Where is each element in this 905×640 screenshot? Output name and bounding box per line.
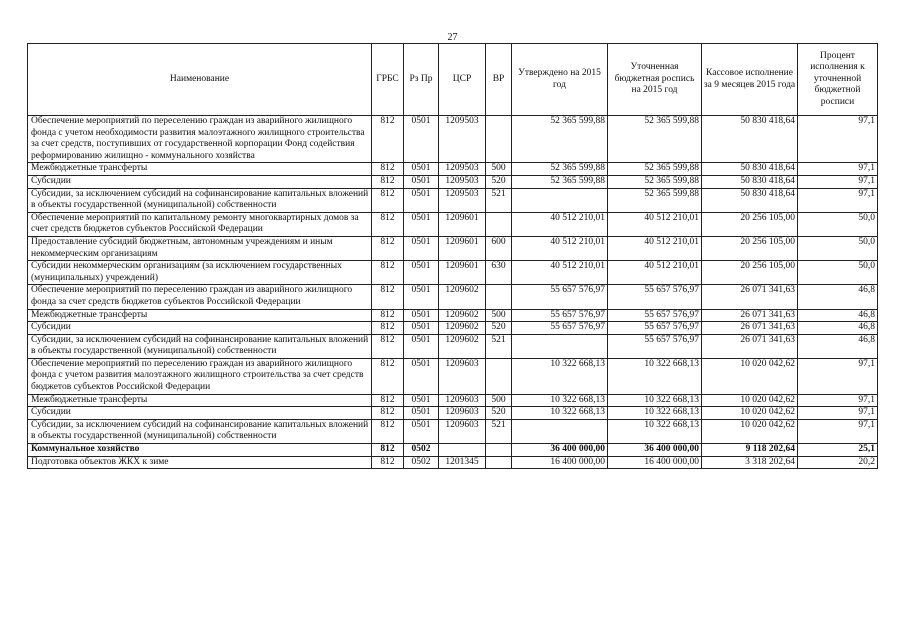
cell-approved: 55 657 576,97: [512, 322, 608, 335]
cell-grbs: 812: [372, 175, 404, 188]
cell-rzpr: 0501: [404, 188, 439, 212]
table-row: [28, 456, 878, 469]
cell-vr: [486, 358, 512, 394]
cell-approved: 36 400 000,00: [512, 444, 608, 457]
cell-refined: 55 657 576,97: [608, 285, 702, 309]
cell-vr: 500: [486, 309, 512, 322]
cell-grbs: 812: [372, 212, 404, 236]
cell-csr: 1201345: [439, 456, 486, 469]
cell-rzpr: 0501: [404, 419, 439, 443]
cell-percent: 97,1: [798, 163, 878, 176]
cell-vr: [486, 116, 512, 163]
cell-rzpr: 0501: [404, 358, 439, 394]
cell-refined: 52 365 599,88: [608, 116, 702, 163]
cell-name: Межбюджетные трансферты: [28, 309, 372, 322]
cell-csr: 1209503: [439, 188, 486, 212]
cell-refined: 55 657 576,97: [608, 334, 702, 358]
cell-cash: 26 071 341,63: [702, 334, 798, 358]
table-row: [28, 419, 878, 443]
cell-cash: 9 118 202,64: [702, 444, 798, 457]
cell-name: Субсидии, за исключением субсидий на софинансирование капитальных вложений в объекты государственной (муниципальной) собственности: [28, 419, 372, 443]
cell-approved: 10 322 668,13: [512, 358, 608, 394]
cell-refined: 10 322 668,13: [608, 407, 702, 420]
table-row: [28, 261, 878, 285]
cell-grbs: 812: [372, 285, 404, 309]
cell-csr: 1209603: [439, 407, 486, 420]
cell-grbs: 812: [372, 116, 404, 163]
cell-percent: 25,1: [798, 444, 878, 457]
cell-name: Обеспечение мероприятий по переселению граждан из аварийного жилищного фонда с учетом развития малоэтажного жилищного строительства за счет средств бюджетов субъектов Российской Федерации: [28, 358, 372, 394]
cell-cash: 3 318 202,64: [702, 456, 798, 469]
cell-approved: 10 322 668,13: [512, 407, 608, 420]
cell-rzpr: 0502: [404, 444, 439, 457]
cell-grbs: 812: [372, 444, 404, 457]
cell-vr: 520: [486, 175, 512, 188]
cell-approved: 10 322 668,13: [512, 394, 608, 407]
cell-approved: 52 365 599,88: [512, 163, 608, 176]
table-row: [28, 407, 878, 420]
cell-rzpr: 0501: [404, 334, 439, 358]
page-number: 27: [447, 32, 458, 43]
cell-vr: 600: [486, 236, 512, 260]
cell-vr: [486, 444, 512, 457]
cell-name: Субсидии: [28, 175, 372, 188]
cell-grbs: 812: [372, 309, 404, 322]
cell-refined: 52 365 599,88: [608, 163, 702, 176]
table-row: [28, 358, 878, 394]
cell-refined: 10 322 668,13: [608, 394, 702, 407]
cell-percent: 50,0: [798, 212, 878, 236]
cell-rzpr: 0502: [404, 456, 439, 469]
cell-percent: 46,8: [798, 309, 878, 322]
cell-rzpr: 0501: [404, 407, 439, 420]
cell-vr: [486, 285, 512, 309]
cell-cash: 50 830 418,64: [702, 188, 798, 212]
cell-csr: 1209503: [439, 175, 486, 188]
column-header-rzpr: Рз Пр: [404, 44, 439, 116]
cell-cash: 20 256 105,00: [702, 236, 798, 260]
cell-percent: 97,1: [798, 116, 878, 163]
cell-percent: 46,8: [798, 322, 878, 335]
table-row: [28, 334, 878, 358]
cell-approved: [512, 419, 608, 443]
cell-grbs: 812: [372, 358, 404, 394]
column-header-name: Наименование: [28, 44, 372, 116]
cell-refined: 10 322 668,13: [608, 419, 702, 443]
cell-rzpr: 0501: [404, 175, 439, 188]
table-row: [28, 212, 878, 236]
cell-csr: 1209601: [439, 236, 486, 260]
cell-percent: 46,8: [798, 285, 878, 309]
cell-percent: 50,0: [798, 261, 878, 285]
cell-name: Субсидии: [28, 407, 372, 420]
cell-csr: 1209602: [439, 285, 486, 309]
cell-grbs: 812: [372, 163, 404, 176]
cell-approved: 40 512 210,01: [512, 261, 608, 285]
cell-vr: 500: [486, 163, 512, 176]
cell-name: Коммунальное хозяйство: [28, 444, 372, 457]
column-header-grbs: ГРБС: [372, 44, 404, 116]
cell-approved: 40 512 210,01: [512, 212, 608, 236]
cell-refined: 10 322 668,13: [608, 358, 702, 394]
column-header-refined: Уточненная бюджетная роспись на 2015 год: [608, 44, 702, 116]
cell-refined: 16 400 000,00: [608, 456, 702, 469]
cell-vr: [486, 212, 512, 236]
cell-name: Субсидии: [28, 322, 372, 335]
cell-name: Обеспечение мероприятий по переселению граждан из аварийного жилищного фонда с учетом необходимости развития малоэтажного жилищного строительства за счет средств, поступивших от государственной корпорации Фонд содействия реформированию жилищно - коммунального хозяйства: [28, 116, 372, 163]
cell-grbs: 812: [372, 236, 404, 260]
cell-percent: 20,2: [798, 456, 878, 469]
cell-rzpr: 0501: [404, 394, 439, 407]
cell-cash: 50 830 418,64: [702, 163, 798, 176]
cell-csr: 1209603: [439, 394, 486, 407]
cell-percent: 97,1: [798, 175, 878, 188]
cell-name: Подготовка объектов ЖКХ к зиме: [28, 456, 372, 469]
cell-approved: [512, 334, 608, 358]
cell-cash: 26 071 341,63: [702, 322, 798, 335]
cell-percent: 97,1: [798, 188, 878, 212]
cell-rzpr: 0501: [404, 236, 439, 260]
cell-vr: [486, 456, 512, 469]
cell-grbs: 812: [372, 394, 404, 407]
table-header-row: [28, 44, 878, 116]
cell-grbs: 812: [372, 334, 404, 358]
table-row: [28, 236, 878, 260]
table-row: [28, 394, 878, 407]
column-header-percent: Процент исполнения к уточненной бюджетной росписи: [798, 44, 878, 116]
cell-refined: 40 512 210,01: [608, 212, 702, 236]
cell-rzpr: 0501: [404, 116, 439, 163]
column-header-approved: Утверждено на 2015 год: [512, 44, 608, 116]
cell-csr: 1209601: [439, 261, 486, 285]
cell-name: Межбюджетные трансферты: [28, 163, 372, 176]
cell-approved: [512, 188, 608, 212]
cell-name: Субсидии некоммерческим организациям (за исключением государственных (муниципальных) учреждений): [28, 261, 372, 285]
cell-csr: 1209503: [439, 163, 486, 176]
cell-grbs: 812: [372, 419, 404, 443]
cell-refined: 40 512 210,01: [608, 236, 702, 260]
cell-vr: 521: [486, 334, 512, 358]
cell-approved: 16 400 000,00: [512, 456, 608, 469]
cell-approved: 55 657 576,97: [512, 285, 608, 309]
cell-cash: 10 020 042,62: [702, 358, 798, 394]
cell-name: Субсидии, за исключением субсидий на софинансирование капитальных вложений в объекты государственной (муниципальной) собственности: [28, 188, 372, 212]
column-header-cash: Кассовое исполнение за 9 месяцев 2015 года: [702, 44, 798, 116]
cell-grbs: 812: [372, 456, 404, 469]
cell-vr: 630: [486, 261, 512, 285]
cell-name: Предоставление субсидий бюджетным, автономным учреждениям и иным некоммерческим организациям: [28, 236, 372, 260]
table-row: [28, 116, 878, 163]
cell-cash: 50 830 418,64: [702, 116, 798, 163]
cell-csr: 1209602: [439, 309, 486, 322]
cell-grbs: 812: [372, 322, 404, 335]
cell-vr: 521: [486, 419, 512, 443]
table-row: [28, 444, 878, 457]
cell-cash: 26 071 341,63: [702, 309, 798, 322]
cell-cash: 20 256 105,00: [702, 212, 798, 236]
cell-percent: 97,1: [798, 407, 878, 420]
cell-approved: 52 365 599,88: [512, 116, 608, 163]
cell-percent: 97,1: [798, 419, 878, 443]
cell-refined: 55 657 576,97: [608, 322, 702, 335]
cell-name: Обеспечение мероприятий по переселению граждан из аварийного жилищного фонда за счет средств бюджетов субъектов Российской Федерации: [28, 285, 372, 309]
cell-vr: 520: [486, 407, 512, 420]
cell-grbs: 812: [372, 188, 404, 212]
cell-cash: 10 020 042,62: [702, 394, 798, 407]
cell-refined: 55 657 576,97: [608, 309, 702, 322]
cell-refined: 52 365 599,88: [608, 175, 702, 188]
cell-name: Обеспечение мероприятий по капитальному ремонту многоквартирных домов за счет средств бюджетов субъектов Российской Федерации: [28, 212, 372, 236]
cell-csr: 1209601: [439, 212, 486, 236]
cell-refined: 40 512 210,01: [608, 261, 702, 285]
table-row: [28, 163, 878, 176]
cell-rzpr: 0501: [404, 163, 439, 176]
cell-csr: 1209603: [439, 358, 486, 394]
cell-name: Субсидии, за исключением субсидий на софинансирование капитальных вложений в объекты государственной (муниципальной) собственности: [28, 334, 372, 358]
table-row: [28, 175, 878, 188]
cell-csr: 1209603: [439, 419, 486, 443]
table-row: [28, 309, 878, 322]
cell-percent: 97,1: [798, 358, 878, 394]
cell-rzpr: 0501: [404, 285, 439, 309]
cell-csr: [439, 444, 486, 457]
cell-cash: 50 830 418,64: [702, 175, 798, 188]
cell-cash: 20 256 105,00: [702, 261, 798, 285]
cell-csr: 1209503: [439, 116, 486, 163]
cell-csr: 1209602: [439, 334, 486, 358]
cell-approved: 55 657 576,97: [512, 309, 608, 322]
cell-csr: 1209602: [439, 322, 486, 335]
cell-vr: 521: [486, 188, 512, 212]
cell-approved: 40 512 210,01: [512, 236, 608, 260]
cell-refined: 52 365 599,88: [608, 188, 702, 212]
cell-rzpr: 0501: [404, 309, 439, 322]
budget-execution-table: [27, 43, 878, 469]
cell-grbs: 812: [372, 261, 404, 285]
cell-vr: 500: [486, 394, 512, 407]
cell-grbs: 812: [372, 407, 404, 420]
cell-percent: 46,8: [798, 334, 878, 358]
cell-cash: 26 071 341,63: [702, 285, 798, 309]
cell-name: Межбюджетные трансферты: [28, 394, 372, 407]
cell-percent: 97,1: [798, 394, 878, 407]
column-header-vr: ВР: [486, 44, 512, 116]
cell-rzpr: 0501: [404, 261, 439, 285]
table-row: [28, 322, 878, 335]
cell-vr: 520: [486, 322, 512, 335]
cell-rzpr: 0501: [404, 322, 439, 335]
cell-cash: 10 020 042,62: [702, 419, 798, 443]
table-body: [28, 116, 878, 469]
cell-refined: 36 400 000,00: [608, 444, 702, 457]
cell-rzpr: 0501: [404, 212, 439, 236]
table-row: [28, 285, 878, 309]
cell-approved: 52 365 599,88: [512, 175, 608, 188]
column-header-csr: ЦСР: [439, 44, 486, 116]
cell-percent: 50,0: [798, 236, 878, 260]
table-row: [28, 188, 878, 212]
cell-cash: 10 020 042,62: [702, 407, 798, 420]
